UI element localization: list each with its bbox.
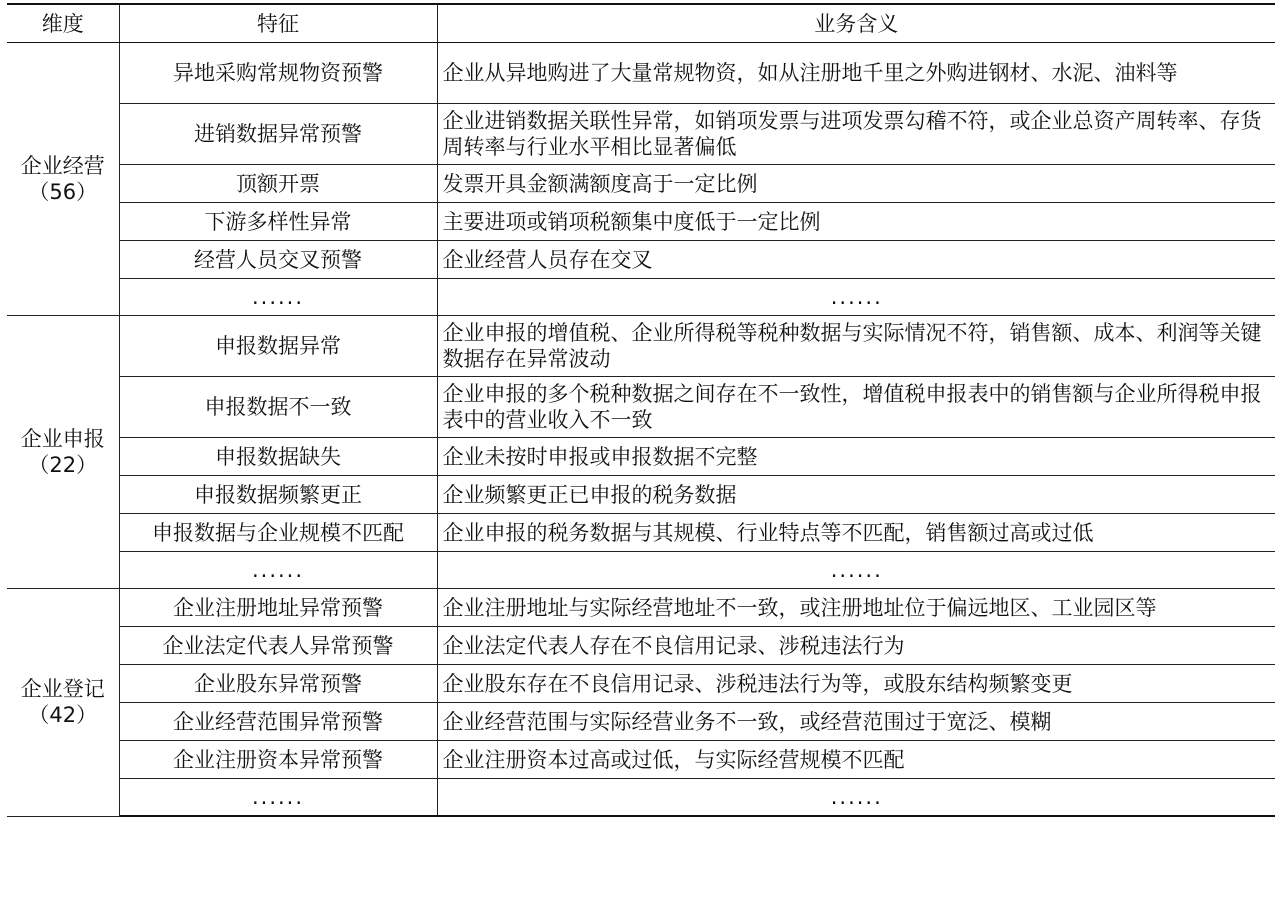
feature-cell: 企业经营范围异常预警 xyxy=(119,703,437,741)
meaning-cell-ellipsis: ...... xyxy=(437,779,1275,817)
meaning-cell: 企业经营范围与实际经营业务不一致，或经营范围过于宽泛、模糊 xyxy=(437,703,1275,741)
meaning-cell: 企业从异地购进了大量常规物资，如从注册地千里之外购进钢材、水泥、油料等 xyxy=(437,43,1275,104)
dimension-cell-registration xyxy=(7,589,119,817)
meaning-cell: 主要进项或销项税额集中度低于一定比例 xyxy=(437,203,1275,241)
feature-cell: 申报数据频繁更正 xyxy=(119,476,437,514)
table-row xyxy=(7,104,1275,165)
table-row-ellipsis xyxy=(7,552,1275,589)
header-row xyxy=(7,4,1275,43)
meaning-cell: 企业未按时申报或申报数据不完整 xyxy=(437,438,1275,476)
feature-cell: 企业注册资本异常预警 xyxy=(119,741,437,779)
table-row xyxy=(7,627,1275,665)
meaning-cell: 企业注册地址与实际经营地址不一致，或注册地址位于偏远地区、工业园区等 xyxy=(437,589,1275,627)
meaning-cell: 企业注册资本过高或过低，与实际经营规模不匹配 xyxy=(437,741,1275,779)
feature-cell-ellipsis: ...... xyxy=(119,552,437,589)
header-meaning: 业务含义 xyxy=(437,4,1275,43)
feature-cell: 经营人员交叉预警 xyxy=(119,241,437,279)
feature-cell: 申报数据异常 xyxy=(119,316,437,377)
meaning-cell: 企业法定代表人存在不良信用记录、涉税违法行为 xyxy=(437,627,1275,665)
dimension-count: （56） xyxy=(28,180,98,204)
dimension-name: 企业经营 xyxy=(20,154,105,178)
table-row xyxy=(7,316,1275,377)
dimension-cell-business xyxy=(7,43,119,316)
meaning-cell-ellipsis: ...... xyxy=(437,552,1275,589)
meaning-cell: 企业股东存在不良信用记录、涉税违法行为等，或股东结构频繁变更 xyxy=(437,665,1275,703)
dimension-count: （22） xyxy=(28,453,98,477)
table-row-ellipsis xyxy=(7,279,1275,316)
table-row xyxy=(7,377,1275,438)
dimension-cell-filing xyxy=(7,316,119,589)
feature-cell: 企业法定代表人异常预警 xyxy=(119,627,437,665)
meaning-cell: 企业申报的增值税、企业所得税等税种数据与实际情况不符，销售额、成本、利润等关键数据存在异常波动 xyxy=(437,316,1275,377)
meaning-cell: 企业经营人员存在交叉 xyxy=(437,241,1275,279)
table-row xyxy=(7,665,1275,703)
table-row xyxy=(7,165,1275,203)
feature-cell: 进销数据异常预警 xyxy=(119,104,437,165)
feature-cell: 异地采购常规物资预警 xyxy=(119,43,437,104)
feature-cell: 申报数据缺失 xyxy=(119,438,437,476)
meaning-cell: 企业申报的税务数据与其规模、行业特点等不匹配，销售额过高或过低 xyxy=(437,514,1275,552)
meaning-cell: 企业频繁更正已申报的税务数据 xyxy=(437,476,1275,514)
feature-cell: 申报数据与企业规模不匹配 xyxy=(119,514,437,552)
table-row xyxy=(7,703,1275,741)
feature-table xyxy=(7,3,1275,817)
table-row xyxy=(7,514,1275,552)
feature-cell: 企业注册地址异常预警 xyxy=(119,589,437,627)
table-row xyxy=(7,476,1275,514)
table-row xyxy=(7,241,1275,279)
table-row-ellipsis xyxy=(7,779,1275,817)
table-row xyxy=(7,589,1275,627)
feature-cell: 申报数据不一致 xyxy=(119,377,437,438)
dimension-name: 企业申报 xyxy=(20,427,105,451)
header-dimension: 维度 xyxy=(7,4,119,43)
table-row xyxy=(7,741,1275,779)
table-row xyxy=(7,203,1275,241)
table-row xyxy=(7,438,1275,476)
meaning-cell: 企业进销数据关联性异常，如销项发票与进项发票勾稽不符，或企业总资产周转率、存货周转率与行业水平相比显著偏低 xyxy=(437,104,1275,165)
dimension-name: 企业登记 xyxy=(20,677,105,702)
feature-cell-ellipsis: ...... xyxy=(119,779,437,817)
header-feature: 特征 xyxy=(119,4,437,43)
feature-cell: 企业股东异常预警 xyxy=(119,665,437,703)
meaning-cell: 企业申报的多个税种数据之间存在不一致性，增值税申报表中的销售额与企业所得税申报表中的营业收入不一致 xyxy=(437,377,1275,438)
feature-cell: 顶额开票 xyxy=(119,165,437,203)
feature-cell-ellipsis: ...... xyxy=(119,279,437,316)
meaning-cell: 发票开具金额满额度高于一定比例 xyxy=(437,165,1275,203)
dimension-count: （42） xyxy=(28,703,98,728)
feature-cell: 下游多样性异常 xyxy=(119,203,437,241)
table-row xyxy=(7,43,1275,104)
meaning-cell-ellipsis: ...... xyxy=(437,279,1275,316)
